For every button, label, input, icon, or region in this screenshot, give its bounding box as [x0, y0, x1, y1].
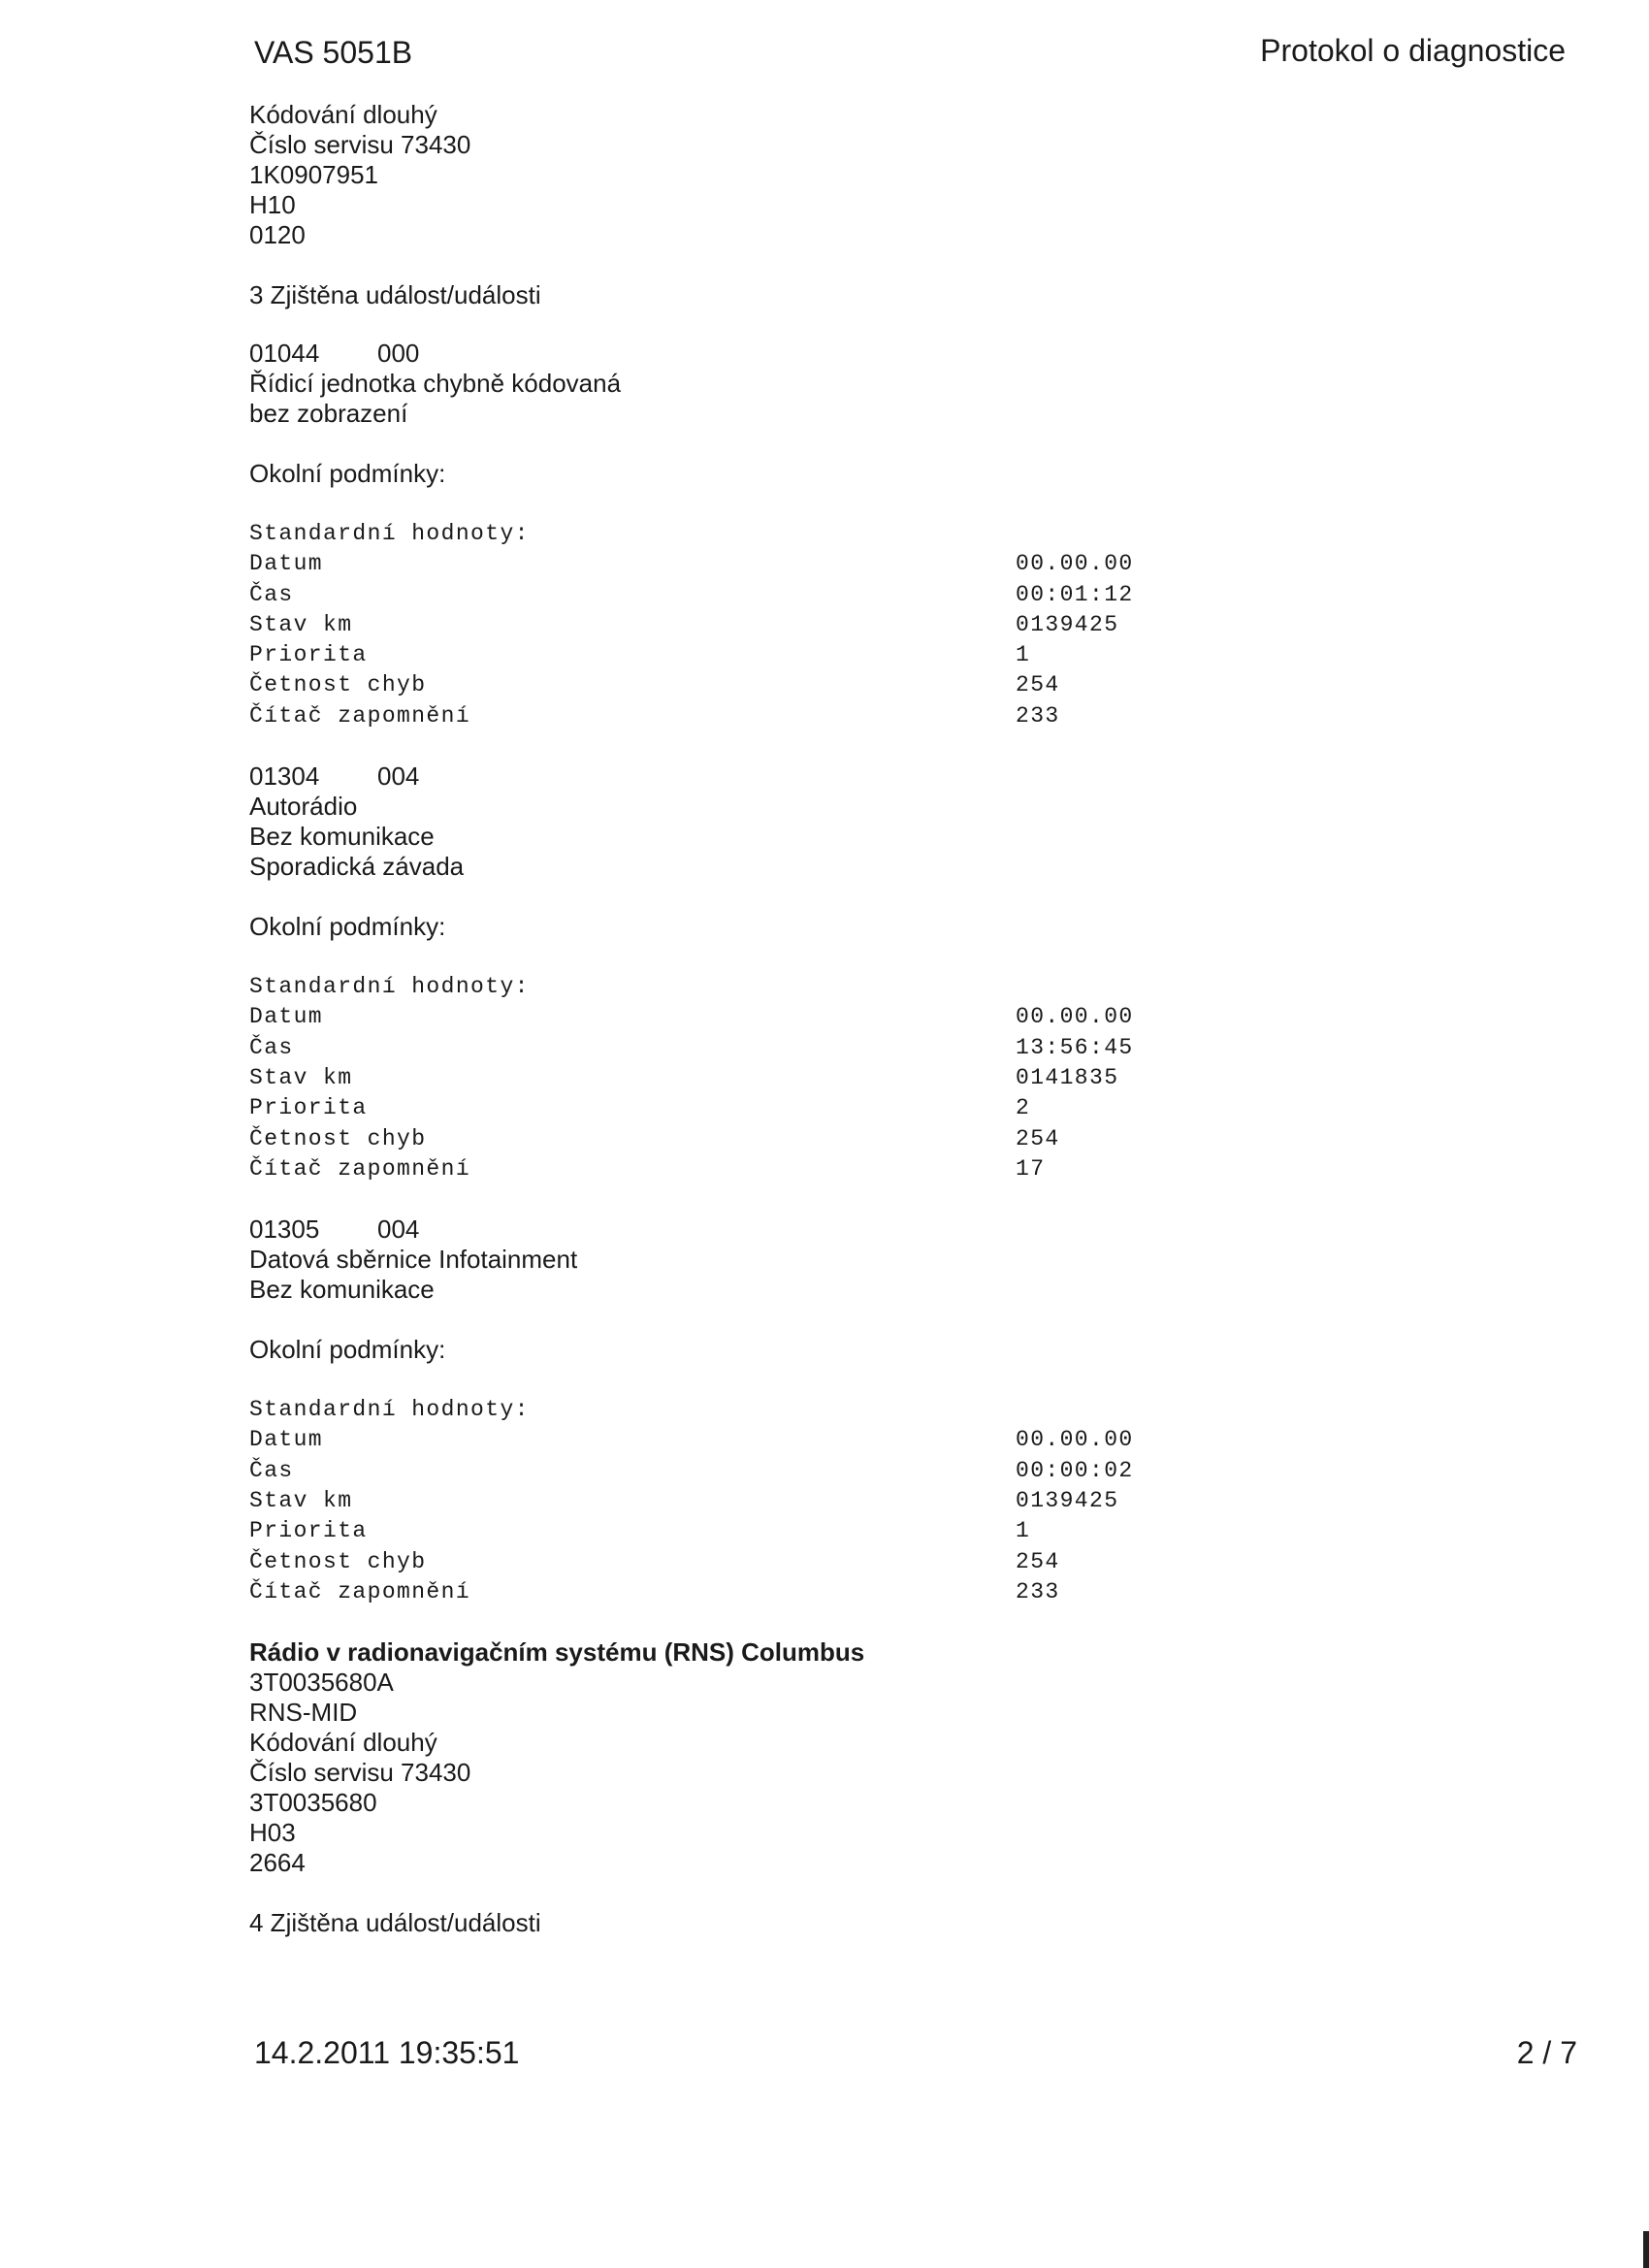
- event-description: Datová sběrnice Infotainment: [249, 1245, 578, 1275]
- condition-row: [249, 1456, 1219, 1486]
- condition-row: [249, 701, 1219, 731]
- module-line: 2664: [249, 1848, 306, 1878]
- condition-key: Čas: [249, 581, 294, 607]
- condition-value: 00.00.00: [1016, 1427, 1134, 1453]
- conditions-label: Okolní podmínky:: [249, 912, 446, 942]
- condition-row: [249, 1516, 1219, 1546]
- condition-key: Priorita: [249, 1095, 368, 1121]
- condition-key: Datum: [249, 1004, 324, 1030]
- intro-line: Číslo servisu 73430: [249, 130, 471, 159]
- condition-row: [249, 1154, 1219, 1184]
- condition-value: 233: [1016, 702, 1060, 729]
- condition-key: Stav km: [249, 1488, 353, 1514]
- condition-key: Četnost chyb: [249, 1548, 427, 1574]
- condition-row: [249, 1486, 1219, 1516]
- page-number: 2 / 7: [1516, 2035, 1577, 2070]
- event-description: bez zobrazení: [249, 399, 408, 428]
- module-line: RNS-MID: [249, 1698, 358, 1728]
- event-description: Bez komunikace: [249, 822, 435, 852]
- device-title: VAS 5051B: [254, 35, 413, 70]
- event-description: Sporadická závada: [249, 852, 465, 882]
- condition-value: 0141835: [1016, 1064, 1119, 1090]
- condition-row: [249, 1063, 1219, 1093]
- condition-row: [249, 610, 1219, 640]
- condition-row: [249, 1124, 1219, 1154]
- event-code-row: [249, 1215, 1219, 1245]
- condition-value: 254: [1016, 672, 1060, 698]
- condition-value: 1: [1016, 642, 1031, 668]
- condition-value: 0139425: [1016, 611, 1119, 637]
- intro-line: 1K0907951: [249, 160, 379, 189]
- condition-value: 00:01:12: [1016, 581, 1134, 607]
- condition-value: 00:00:02: [1016, 1457, 1134, 1483]
- event-code: 01304: [249, 761, 320, 792]
- event-description: Bez komunikace: [249, 1275, 435, 1305]
- condition-row: [249, 670, 1219, 700]
- module-block: [249, 1637, 1219, 1878]
- standard-values-label-row: [249, 519, 1219, 549]
- condition-value: 17: [1016, 1155, 1046, 1182]
- condition-value: 13:56:45: [1016, 1034, 1134, 1060]
- document-title: Protokol o diagnostice: [1260, 33, 1566, 68]
- conditions-label: Okolní podmínky:: [249, 1335, 446, 1365]
- condition-row: [249, 1425, 1219, 1455]
- conditions-table: [249, 519, 1219, 731]
- module-line: H03: [249, 1818, 296, 1848]
- module-line: 3T0035680: [249, 1788, 377, 1818]
- condition-value: 1: [1016, 1518, 1031, 1544]
- events-header: 3 Zjištěna událost/události: [249, 280, 541, 309]
- conditions-label: Okolní podmínky:: [249, 459, 446, 488]
- condition-row: [249, 1093, 1219, 1123]
- standard-values-label: Standardní hodnoty:: [249, 1397, 530, 1423]
- event-description: Řídicí jednotka chybně kódovaná: [249, 369, 622, 398]
- standard-values-label-row: [249, 972, 1219, 1002]
- event-subcode: 004: [377, 1215, 420, 1245]
- event-block: [249, 761, 1219, 1184]
- condition-key: Čas: [249, 1457, 294, 1483]
- events-header: 4 Zjištěna událost/události: [249, 1908, 541, 1938]
- condition-value: 0139425: [1016, 1488, 1119, 1514]
- event-code-row: [249, 339, 1219, 369]
- page-content: [249, 100, 1219, 1938]
- condition-key: Četnost chyb: [249, 1125, 427, 1151]
- condition-value: 2: [1016, 1095, 1031, 1121]
- condition-value: 00.00.00: [1016, 1004, 1134, 1030]
- condition-key: Čítač zapomnění: [249, 1578, 471, 1604]
- conditions-table: [249, 972, 1219, 1184]
- condition-key: Datum: [249, 1427, 324, 1453]
- condition-value: 233: [1016, 1578, 1060, 1604]
- condition-key: Stav km: [249, 611, 353, 637]
- condition-key: Datum: [249, 551, 324, 577]
- module-title: Rádio v radionavigačním systému (RNS) Columbus: [249, 1637, 865, 1668]
- condition-row: [249, 1547, 1219, 1577]
- event-code-row: [249, 761, 1219, 792]
- condition-key: Čítač zapomnění: [249, 1155, 471, 1182]
- event-description: Autorádio: [249, 792, 358, 822]
- standard-values-label: Standardní hodnoty:: [249, 974, 530, 1000]
- condition-key: Priorita: [249, 642, 368, 668]
- condition-value: 00.00.00: [1016, 551, 1134, 577]
- condition-key: Čas: [249, 1034, 294, 1060]
- condition-row: [249, 640, 1219, 670]
- condition-key: Priorita: [249, 1518, 368, 1544]
- module-line: Kódování dlouhý: [249, 1728, 437, 1758]
- event-code: 01305: [249, 1215, 320, 1245]
- condition-row: [249, 580, 1219, 610]
- condition-row: [249, 1033, 1219, 1063]
- condition-row: [249, 549, 1219, 579]
- intro-line: Kódování dlouhý: [249, 100, 437, 129]
- condition-key: Četnost chyb: [249, 672, 427, 698]
- footer-timestamp: 14.2.2011 19:35:51: [254, 2035, 520, 2070]
- intro-block: [249, 100, 1219, 250]
- module-line: 3T0035680A: [249, 1668, 394, 1698]
- event-subcode: 004: [377, 761, 420, 792]
- condition-row: [249, 1002, 1219, 1032]
- intro-line: 0120: [249, 220, 306, 249]
- condition-key: Stav km: [249, 1064, 353, 1090]
- module-line: Číslo servisu 73430: [249, 1758, 471, 1788]
- event-block: [249, 1215, 1219, 1607]
- conditions-table: [249, 1395, 1219, 1607]
- event-block: [249, 339, 1219, 731]
- condition-row: [249, 1577, 1219, 1607]
- standard-values-label: Standardní hodnoty:: [249, 521, 530, 546]
- condition-value: 254: [1016, 1548, 1060, 1574]
- intro-line: H10: [249, 190, 296, 219]
- event-subcode: 000: [377, 339, 420, 368]
- condition-key: Čítač zapomnění: [249, 702, 471, 729]
- condition-value: 254: [1016, 1125, 1060, 1151]
- event-code: 01044: [249, 339, 320, 368]
- scan-edge-mark: [1643, 2231, 1649, 2268]
- standard-values-label-row: [249, 1395, 1219, 1425]
